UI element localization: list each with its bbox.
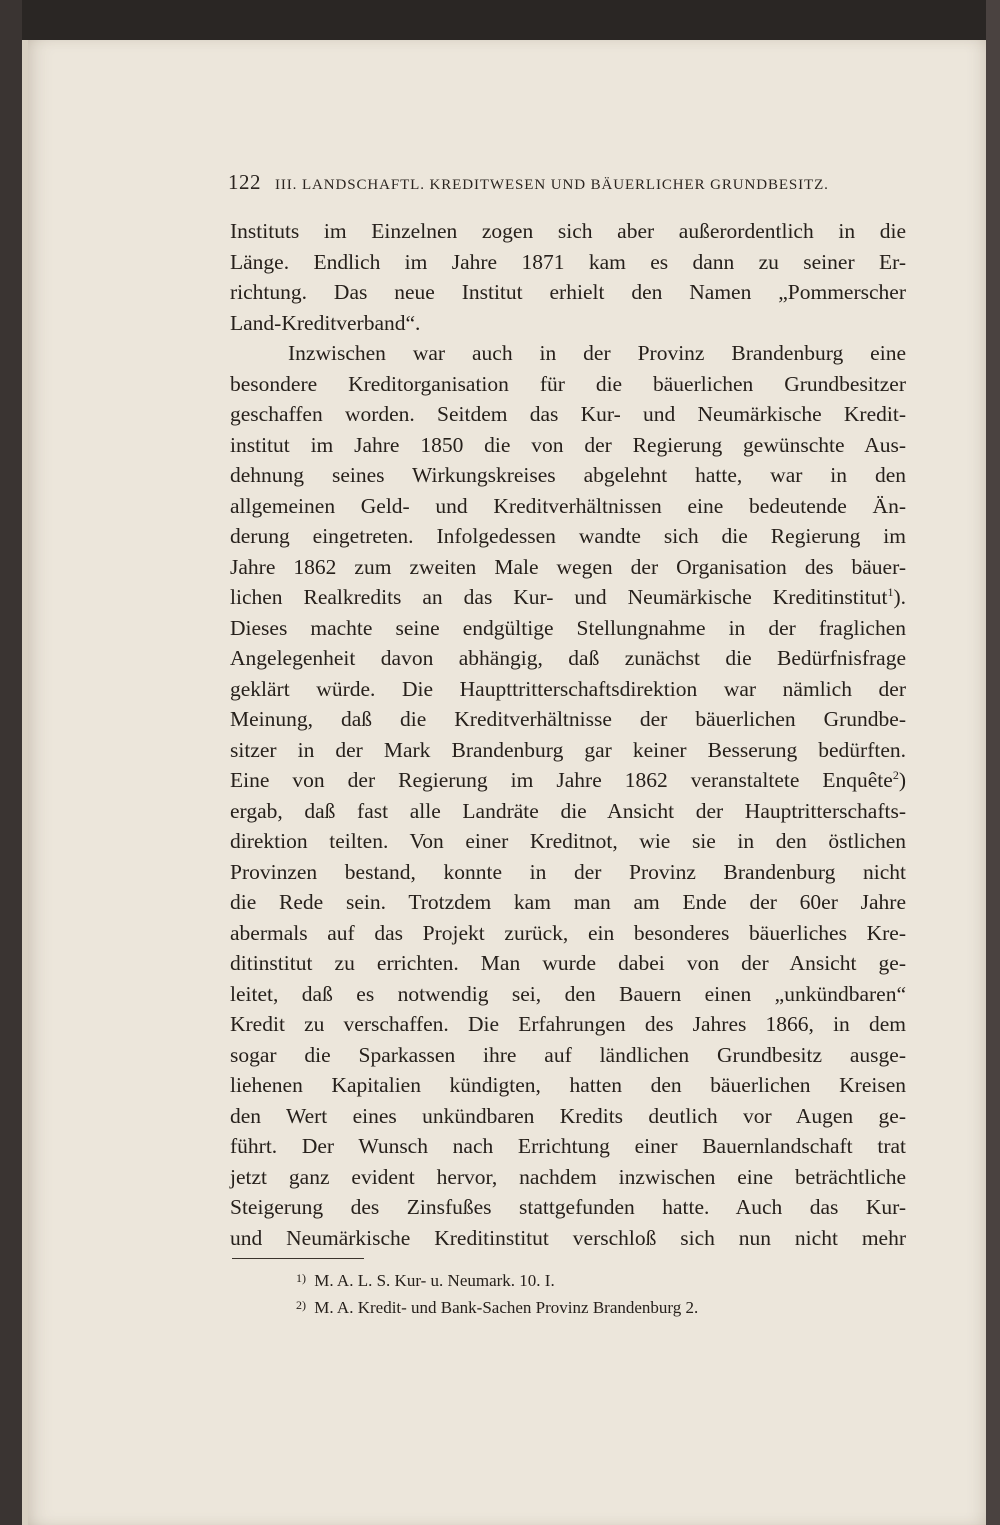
footnote-reference-tail: ). bbox=[893, 585, 906, 609]
footnote-1 bbox=[296, 1265, 698, 1292]
footnote-text: M. A. Kredit- und Bank-Sachen Provinz Brandenburg 2. bbox=[314, 1298, 699, 1317]
text-line: leitet, daß es notwendig sei, den Bauern einen „unkündbaren“ bbox=[230, 981, 906, 1006]
main-text bbox=[230, 216, 906, 1253]
text-line-content: lichen Realkredits an das Kur- und Neumärkische Kreditinstitut bbox=[230, 585, 888, 609]
footnote-mark: 2) bbox=[296, 1298, 306, 1312]
text-line: führt. Der Wunsch nach Errichtung einer Bauernlandschaft trat bbox=[230, 1134, 906, 1158]
footnote-2 bbox=[296, 1292, 698, 1319]
text-line: und Neumärkische Kreditinstitut verschloß sich nun nicht mehr bbox=[230, 1225, 906, 1250]
running-head bbox=[228, 170, 908, 195]
text-line: derung eingetreten. Infolgedessen wandte sich die Regierung im bbox=[230, 524, 906, 548]
text-line: direktion teilten. Von einer Kreditnot, wie sie in den östlichen bbox=[230, 829, 906, 853]
text-line: Instituts im Einzelnen zogen sich aber außerordentlich in die bbox=[230, 219, 906, 243]
text-line-with-note bbox=[230, 765, 906, 796]
text-line: ditinstitut zu errichten. Man wurde dabei von der Ansicht ge- bbox=[230, 951, 906, 975]
text-line: Angelegenheit davon abhängig, daß zunächst die Bedürfnisfrage bbox=[230, 646, 906, 670]
chapter-heading: III. LANDSCHAFTL. KREDITWESEN UND BÄUERLICHER GRUNDBESITZ. bbox=[275, 177, 829, 193]
text-line: geklärt würde. Die Haupttritterschaftsdirektion war nämlich der bbox=[230, 676, 906, 701]
text-line: richtung. Das neue Institut erhielt den Namen „Pommerscher bbox=[230, 280, 906, 304]
text-line: die Rede sein. Trotzdem kam man am Ende der 60er Jahre bbox=[230, 890, 906, 914]
text-line: dehnung seines Wirkungskreises abgelehnt hatte, war in den bbox=[230, 463, 906, 487]
page-number: 122 bbox=[228, 170, 261, 194]
footnote-text: M. A. L. S. Kur- u. Neumark. 10. I. bbox=[314, 1271, 555, 1290]
text-line: besondere Kreditorganisation für die bäuerlichen Grundbesitzer bbox=[230, 371, 906, 396]
text-line: Jahre 1862 zum zweiten Male wegen der Organisation des bäuer- bbox=[230, 554, 906, 579]
text-line: abermals auf das Projekt zurück, ein besonderes bäuerliches Kre- bbox=[230, 920, 906, 945]
text-line: Länge. Endlich im Jahre 1871 kam es dann zu seiner Er- bbox=[230, 249, 906, 274]
footnote-reference: 1 bbox=[887, 585, 894, 599]
text-line: Meinung, daß die Kreditverhältnisse der bäuerlichen Grundbe- bbox=[230, 707, 906, 731]
text-line-content: Eine von der Regierung im Jahre 1862 veranstaltete Enquête bbox=[230, 768, 893, 792]
text-line: Kredit zu verschaffen. Die Erfahrungen des Jahres 1866, in dem bbox=[230, 1012, 906, 1036]
text-line: Steigerung des Zinsfußes stattgefunden hatte. Auch das Kur- bbox=[230, 1195, 906, 1219]
text-line: sogar die Sparkassen ihre auf ländlichen Grundbesitz ausge- bbox=[230, 1042, 906, 1067]
footnote-reference: 2 bbox=[892, 768, 899, 782]
text-line: jetzt ganz evident hervor, nachdem inzwischen eine beträchtliche bbox=[230, 1164, 906, 1189]
text-line-with-note bbox=[230, 582, 906, 613]
scan-border-right bbox=[986, 0, 1000, 1525]
text-line: Provinzen bestand, konnte in der Provinz Brandenburg nicht bbox=[230, 859, 906, 884]
text-line: Dieses machte seine endgültige Stellungnahme in der fraglichen bbox=[230, 615, 906, 640]
text-line: liehenen Kapitalien kündigten, hatten den bäuerlichen Kreisen bbox=[230, 1073, 906, 1097]
text-line: Inzwischen war auch in der Provinz Brandenburg eine bbox=[288, 341, 906, 365]
scan-border-left bbox=[0, 0, 22, 1525]
footnote-reference-tail: ) bbox=[898, 768, 906, 792]
text-line: allgemeinen Geld- und Kreditverhältnissen eine bedeutende Än- bbox=[230, 493, 906, 518]
text-line: den Wert eines unkündbaren Kredits deutlich vor Augen ge- bbox=[230, 1103, 906, 1128]
text-line: institut im Jahre 1850 die von der Regierung gewünschte Aus- bbox=[230, 432, 906, 457]
text-line: Land-Kreditverband“. bbox=[230, 310, 421, 335]
text-line: geschaffen worden. Seitdem das Kur- und Neumärkische Kredit- bbox=[230, 402, 906, 426]
footnotes bbox=[296, 1265, 698, 1319]
text-line: sitzer in der Mark Brandenburg gar keiner Besserung bedürften. bbox=[230, 737, 906, 762]
text-line: ergab, daß fast alle Landräte die Ansicht der Hauptritterschafts- bbox=[230, 798, 906, 823]
footnote-mark: 1) bbox=[296, 1271, 306, 1285]
footnote-divider bbox=[232, 1258, 364, 1259]
